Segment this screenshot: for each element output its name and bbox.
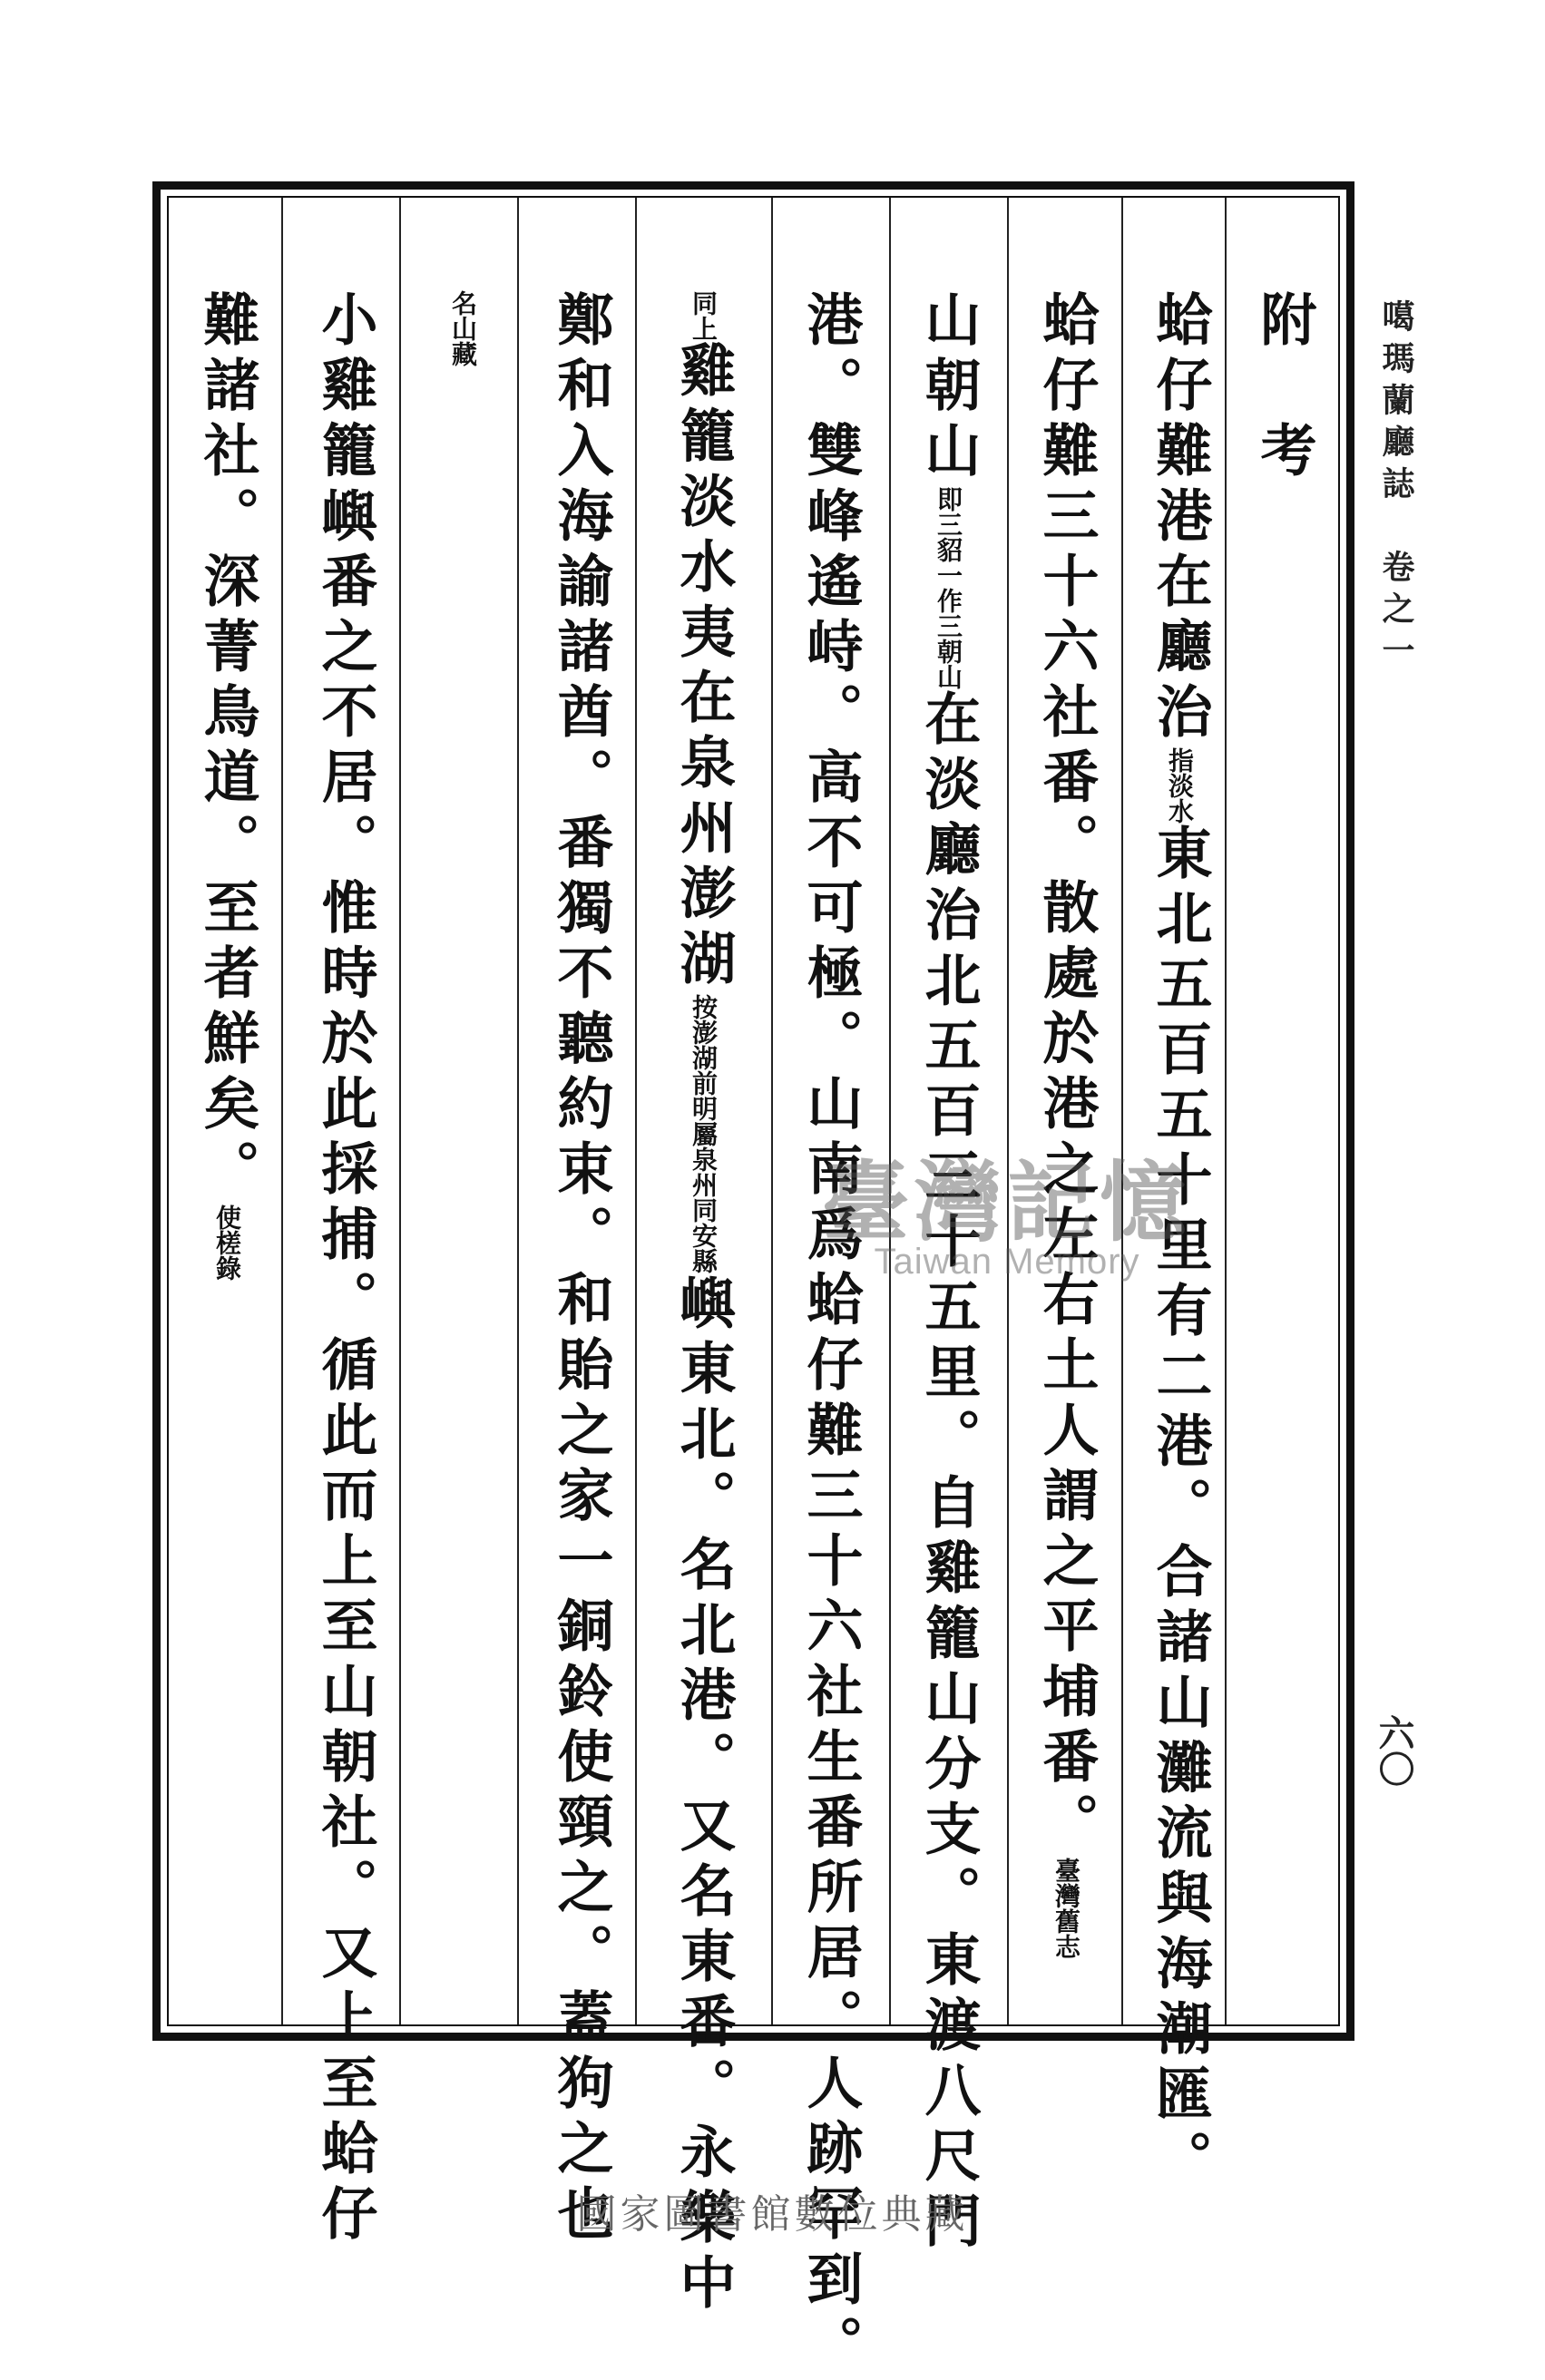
watermark: [762, 1134, 1252, 1282]
heading-text: 附 考: [1251, 290, 1317, 486]
column-rule: [399, 198, 401, 2024]
running-title: 噶瑪蘭廳誌 卷之一: [1377, 299, 1415, 675]
column-text: 山朝山: [915, 290, 982, 486]
watermark-sub: Taiwan Memory: [874, 1242, 1140, 1282]
annotation-note: 名山藏: [448, 290, 478, 366]
column-text: 嶼東北。名北港。又名東番。永樂中: [670, 1273, 737, 2318]
column-text: 蛤仔難三十六社番。散處於港之左右土人謂之平埔番。: [1033, 290, 1100, 1858]
annotation-note: 同上: [689, 290, 719, 341]
annotation-note: 使槎錄: [212, 1205, 242, 1281]
watermark-main: 臺灣記憶: [822, 1151, 1192, 1253]
page-number: 六〇: [1373, 1714, 1415, 1787]
column-text: 港。雙峰遙峙。高不可極。山南爲蛤仔難三十六社生番所居。人跡罕到。: [797, 290, 864, 2380]
text-column-10: [177, 290, 277, 2014]
annotation-note: 臺灣舊志: [1051, 1858, 1081, 1959]
column-rule: [771, 198, 773, 2024]
column-rule: [517, 198, 519, 2024]
column-text: 難諸社。深菁鳥道。至者鮮矣。: [194, 290, 260, 1205]
column-rule: [1007, 198, 1009, 2024]
text-column-8: [413, 290, 513, 2014]
column-rule: [281, 198, 283, 2024]
text-column-9: [295, 290, 395, 2249]
column-text: 雞籠淡水夷在泉州澎湖: [670, 341, 737, 994]
text-column-7: [531, 290, 631, 2249]
column-rule: [889, 198, 891, 2024]
column-text: 在淡廳治北五百三十五里。自雞籠山分支。東渡八尺門: [915, 689, 982, 2257]
text-column-6: [653, 290, 753, 2318]
column-rule: [1121, 198, 1123, 2024]
column-text: 鄭和入海諭諸酋。番獨不聽約束。和貽之家一銅鈴使頸之。蓋狗之也: [548, 290, 614, 2249]
annotation-note: 即三貂一作三朝山: [934, 486, 963, 689]
column-text: 小雞籠嶼番之不居。惟時於此採捕。循此而上至山朝社。又上至蛤仔: [312, 290, 378, 2249]
column-text: 蛤仔難港在廳治: [1147, 290, 1213, 747]
annotation-note: 按澎湖前明屬泉州同安縣: [689, 994, 719, 1273]
footer-credit: 國家圖書館數位典藏: [576, 2191, 969, 2238]
annotation-note: 指淡水: [1165, 747, 1195, 824]
column-text: 東北五百五十里有二港。合諸山灘流與海潮匯。: [1147, 824, 1213, 2195]
column-rule: [635, 198, 637, 2024]
